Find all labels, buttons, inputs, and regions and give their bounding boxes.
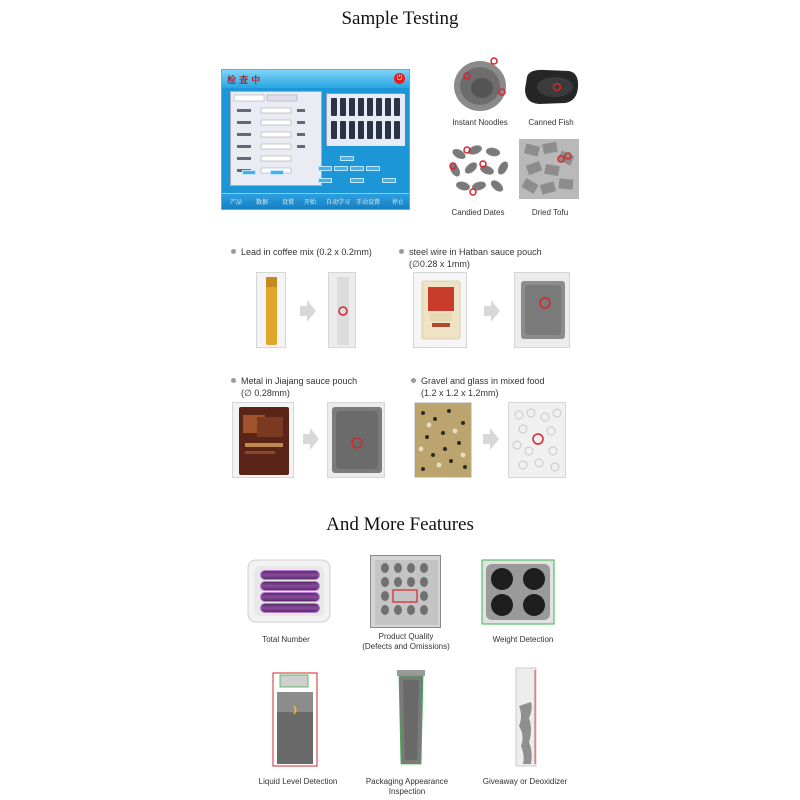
gray-dot-icon xyxy=(231,249,236,254)
software-button: 数据 xyxy=(256,200,269,206)
feature-caption xyxy=(355,632,457,652)
right-arrow-icon xyxy=(484,300,500,322)
software-toolbar xyxy=(222,193,409,209)
hatban-pouch-photo xyxy=(413,272,467,348)
software-button: 设置 xyxy=(282,200,295,206)
more-features-title: And More Features xyxy=(326,514,474,535)
test-label xyxy=(411,375,545,399)
test-label-text: Gravel and glass in mixed food xyxy=(421,376,545,386)
test-label-text: Metal in Jiajang sauce pouch xyxy=(241,376,358,386)
liquid-level-xray xyxy=(272,672,318,767)
software-indicator xyxy=(366,166,380,171)
coffee-mix-xray xyxy=(328,272,356,348)
sample-caption: Candied Dates xyxy=(451,208,505,217)
product-stick xyxy=(260,581,320,591)
sample-caption: Instant Noodles xyxy=(452,118,508,127)
software-indicator xyxy=(242,170,256,175)
feature-caption xyxy=(357,777,457,797)
test-label-detail: (1.2 x 1.2 x 1.2mm) xyxy=(421,388,499,398)
gray-dot-icon xyxy=(231,378,236,383)
product-quality-xray xyxy=(370,555,441,628)
hatban-pouch-xray xyxy=(514,272,570,348)
gray-dot-icon xyxy=(399,249,404,254)
software-button: 自动学习 xyxy=(326,200,351,206)
canned-fish-xray xyxy=(521,67,581,107)
jiajang-pouch-photo xyxy=(232,402,294,478)
software-indicator xyxy=(334,166,348,171)
feature-caption: Liquid Level Detection xyxy=(258,777,338,786)
gray-dot-icon xyxy=(411,378,416,383)
software-indicator xyxy=(318,178,332,183)
sample-caption: Dried Tofu xyxy=(531,208,569,217)
software-indicator xyxy=(350,166,364,171)
product-stick xyxy=(260,603,320,613)
right-arrow-icon xyxy=(483,428,499,450)
software-indicator xyxy=(318,166,332,171)
sample-caption: Canned Fish xyxy=(528,118,574,127)
software-title-bar xyxy=(222,70,409,88)
test-label xyxy=(399,246,542,270)
software-indicator xyxy=(350,178,364,183)
product-stick xyxy=(260,592,320,602)
weight-detection-xray xyxy=(480,558,556,626)
feature-caption-line: (Defects and Omissions) xyxy=(362,642,450,651)
test-label-text: Lead in coffee mix (0.2 x 0.2mm) xyxy=(241,247,372,257)
product-stick xyxy=(260,570,320,580)
feature-caption: Total Number xyxy=(262,635,310,644)
feature-caption-line: Inspection xyxy=(388,787,426,796)
power-icon: ⏻ xyxy=(394,73,405,84)
giveaway-deoxidizer-xray xyxy=(513,666,539,768)
feature-caption: Weight Detection xyxy=(492,635,554,644)
test-label-detail: (∅ 0.28mm) xyxy=(241,388,290,398)
right-arrow-icon xyxy=(303,428,319,450)
total-number-xray xyxy=(246,556,332,626)
packaging-appearance-xray xyxy=(393,668,429,768)
right-arrow-icon xyxy=(300,300,316,322)
software-xray-preview xyxy=(326,93,404,145)
software-indicator xyxy=(382,178,396,183)
software-button: 产品 xyxy=(230,200,243,206)
feature-caption: Giveaway or Deoxidizer xyxy=(482,777,568,786)
mixed-food-xray xyxy=(508,402,566,478)
software-title: 检 查 中 xyxy=(227,76,261,86)
mixed-food-photo xyxy=(414,402,472,478)
software-indicator xyxy=(340,156,354,161)
feature-caption-line: Product Quality xyxy=(378,632,434,641)
software-button: 开始 xyxy=(304,200,317,206)
software-button: 停止 xyxy=(392,200,405,206)
feature-caption-line: Packaging Appearance xyxy=(365,777,449,786)
jiajang-pouch-xray xyxy=(327,402,385,478)
sample-testing-title: Sample Testing xyxy=(341,8,459,29)
test-label-detail: (∅0.28 x 1mm) xyxy=(409,259,470,269)
coffee-mix-photo xyxy=(256,272,286,348)
software-indicator xyxy=(270,170,284,175)
test-label-text: steel wire in Hatban sauce pouch xyxy=(409,247,542,257)
test-label xyxy=(231,375,357,399)
test-label xyxy=(231,246,372,258)
software-button: 手动设置 xyxy=(356,200,381,206)
instant-noodles-xray xyxy=(447,54,515,114)
dried-tofu-xray xyxy=(519,139,579,199)
candied-dates-xray xyxy=(445,140,513,198)
inspection-software-screenshot xyxy=(221,69,410,210)
